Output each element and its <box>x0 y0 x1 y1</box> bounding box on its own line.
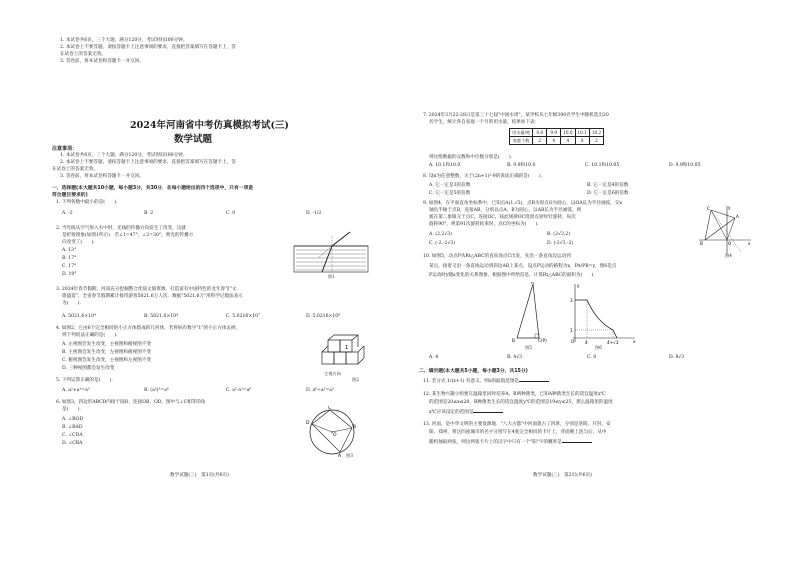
table-cell: 10.1 <box>575 129 589 137</box>
svg-text:1: 1 <box>570 328 573 333</box>
svg-text:C(P): C(P) <box>538 338 547 343</box>
q10-opt-c: C. 8 <box>587 355 597 360</box>
svg-text:O: O <box>728 241 732 246</box>
page-title: 2024年河南省中考仿真模拟考试(三) <box>130 120 289 131</box>
svg-text:O: O <box>333 433 337 438</box>
q10-line-3: P运动时y随x变化的关系图象，根据图中所给信息，计算Rt△ABC的面积为( ). <box>429 273 595 278</box>
q8-stem: 8. 设n为任意整数，关于(2n+1)²-9的说法正确的是( ). <box>423 174 543 179</box>
header-note-1: 1. 本试卷共6页，三个大题，满分120分，考试时间100分钟。 <box>60 38 188 43</box>
q10-opt-b: B. 4√3 <box>507 355 523 360</box>
notice-label: 注意事项： <box>52 146 78 152</box>
q1-opt-d: D. -1/2 <box>306 211 322 216</box>
q6-opt-d: D. ∠CBA <box>62 441 83 446</box>
figure-5-triangle <box>509 282 553 350</box>
q1-opt-a: A. -2 <box>62 211 73 216</box>
q4-line-2: 则下列说法正确的是( ). <box>62 333 118 338</box>
q2-opt-b: B. 17° <box>62 256 77 261</box>
q7-line-1: 7. 2024年3月22-28日是第三十七届"中国水周"，某学校从七年级300名学生中随机选出20 <box>423 113 609 118</box>
q4-opt-d: D. 三种视图都会发生改变 <box>62 366 115 371</box>
q10-opt-a: A. 4 <box>429 355 439 360</box>
q1-stem: 1. 下列各数中最小的是( ). <box>56 200 118 205</box>
table-cell: 10.0 <box>561 129 575 137</box>
q9-line-3: 弧在第二象限交于点C，连接OC，按此规律OC绕原点逆时针旋转，每次 <box>429 215 576 220</box>
q12-line-1: 12. 某生物兴趣小组要在温箱里同时培养A，B两种菌类，已知A种菌类生长的适宜温度x℃ <box>423 392 606 397</box>
table-cell: 用水量/吨 <box>510 129 533 137</box>
q13-line-1: 13. 河南，是中华文明的主要发源地．"八大古都"中河南就占了四席，分别是洛阳、开封、安 <box>423 422 611 427</box>
q7-line-2: 名学生，统计各自家庭一个月的用水量，结果如下表： <box>429 120 540 125</box>
figure-4-coordinate <box>697 204 753 256</box>
q11-stem <box>423 377 549 385</box>
notice-2: 2. 本试卷上不要答题，请按答题卡上注意事项的要求，直接把答案填写在答题卡上，答 <box>60 160 236 165</box>
svg-text:x: x <box>633 339 636 344</box>
svg-text:y: y <box>728 205 731 210</box>
section-1-heading: 一、选择题(本大题共10小题，每小题3分，共30分．在每小题给出的四个选项中，只有一项是 <box>52 186 254 191</box>
svg-text:B: B <box>512 338 515 343</box>
svg-text:A: A <box>736 214 739 219</box>
refraction-diagram <box>292 230 370 276</box>
notice-1: 1. 本试卷共6页，三个大题，满分120分，考试时间100分钟。 <box>60 153 188 158</box>
q9-opt-b: B. (2√3,2) <box>547 232 571 237</box>
notice-4: 3. 答卷前，将本试卷和答题卡一并交回。 <box>60 174 144 179</box>
figure-5-caption: 图5 <box>525 345 532 350</box>
q12-line-2: 的范围是20≤x≤28，B种菌类生长的适宜温度y℃的范围是19≤y≤25，那么温箱里的温度 <box>429 400 613 405</box>
q5-stem: 5. 下列运算正确的是( ). <box>56 378 113 383</box>
q10-opt-d: D. 8√3 <box>669 355 685 360</box>
q9-opt-c: C. (-2,-2√3) <box>429 241 456 246</box>
header-note-4: 3. 答卷前，将本试卷和答题卡一并交回。 <box>60 59 144 64</box>
table-cell: 家庭个数 <box>510 137 533 145</box>
q2-line-2: 是折射现象(如图1所示)．若∠1=47°，∠2=30°，则光的传播方 <box>62 233 194 238</box>
q1-opt-c: C. 0 <box>226 211 236 216</box>
figure-6-graph <box>565 282 637 350</box>
q3-line-2: 旅盛宴"，全省春节假期累计接待游客5021.6万人次．数据"5021.6万"用科学记数法表示 <box>62 294 243 299</box>
right-page <box>397 0 794 561</box>
q3-opt-d: D. 5.0216×10⁸ <box>306 314 341 319</box>
figure-1-refraction <box>292 230 370 279</box>
q2-opt-d: D. 19° <box>62 272 77 277</box>
svg-text:4+√3: 4+√3 <box>607 340 619 345</box>
table-cell: 9.8 <box>533 129 547 137</box>
table-row <box>510 129 604 137</box>
q12-text: x℃应该设定的范围是 <box>429 410 474 415</box>
q7-opt-d: D. 9.9和10.05 <box>669 163 701 168</box>
q6-opt-c: C. ∠CDA <box>62 433 83 438</box>
svg-text:y: y <box>577 283 580 288</box>
section-2-heading: 二、填空题(本大题共5小题，每小题3分，共15分) <box>419 369 528 374</box>
q7-opt-b: B. 9.9和10.0 <box>507 163 536 168</box>
header-note-2: 2. 本试卷上不要答题，请按答题卡上注意事项的要求，直接把答案填写在答题卡上，答 <box>60 45 236 50</box>
table-cell: 9.9 <box>547 129 561 137</box>
q5-opt-d: D. a⁶÷a²=a³ <box>306 388 334 393</box>
inscribed-quadrilateral-diagram <box>300 406 364 458</box>
coordinate-rotation-diagram <box>697 204 753 256</box>
q6-line-1: 6. 如图3，四边形ABCD内接于圆O，连接OB，OD，图中与∠C相等的角 <box>56 400 206 405</box>
figure-3-circle <box>300 406 364 458</box>
q12-line-3 <box>429 408 503 416</box>
q6-opt-a: A. ∠BOD <box>62 417 83 422</box>
q2-opt-a: A. 13° <box>62 248 77 253</box>
table-row <box>510 137 604 145</box>
q13-line-3 <box>429 438 592 446</box>
q6-opt-b: B. ∠BAD <box>62 425 83 430</box>
q4-opt-c: C. 俯视图会发生改变，主视图和左视图不变 <box>62 358 151 363</box>
svg-text:C: C <box>328 406 332 411</box>
table-cell: 2 <box>589 137 603 145</box>
table-cell: 10.2 <box>589 129 603 137</box>
q9-opt-a: A. (2,2√3) <box>429 232 452 237</box>
q11-answer-blank[interactable] <box>519 377 549 382</box>
figure-4-caption: 图4 <box>725 253 732 258</box>
q5-opt-a: A. a²+a³=a⁵ <box>62 388 90 393</box>
svg-text:4: 4 <box>585 340 588 345</box>
figure-2-direction-label: 主视方向 <box>324 371 341 376</box>
q9-line-4: 旋转90°，则第91次旋转结束时，点C的坐标为( ). <box>429 222 539 227</box>
q2-line-3: 向改变了( ). <box>62 240 95 245</box>
q4-opt-b: B. 主视图会发生改变，左视图和俯视图不变 <box>62 350 151 355</box>
q11-text: 11. 若分式 1/(x+1) 有意义，则x的取值范围是 <box>423 379 520 384</box>
cubes-diagram <box>318 334 366 372</box>
svg-text:B: B <box>353 425 357 430</box>
q5-opt-b: B. (a²)³=a⁶ <box>144 388 169 393</box>
svg-text:x: x <box>748 241 751 246</box>
svg-text:1: 1 <box>345 345 349 351</box>
q10-line-2: 某点，接着又沿一条直线运动到斜边AB上某点，设点P运动的路程为x，PA/PB=y，图6是点 <box>429 264 617 269</box>
q9-opt-d: D. (-2√3,-2) <box>547 241 574 246</box>
left-footer: 数学试题(三) 第1页(共6页) <box>170 473 229 478</box>
svg-text:3: 3 <box>570 298 573 303</box>
figure-2-cubes <box>318 334 366 382</box>
q3-line-3: 为( ). <box>62 301 81 306</box>
table-cell: 4 <box>561 137 575 145</box>
q8-opt-d: D. 它一定是6的倍数 <box>587 191 629 196</box>
figure-3-caption: 图3 <box>346 453 353 458</box>
table-cell: 4 <box>547 137 561 145</box>
figure-2-caption: 图2 <box>352 377 359 382</box>
q7-opt-c: C. 10.1和10.05 <box>585 163 620 168</box>
q8-opt-b: B. 它一定是4的倍数 <box>587 183 629 188</box>
q1-opt-b: B. 2 <box>144 211 154 216</box>
table-cell: 2 <box>533 137 547 145</box>
q8-opt-a: A. 它一定是3的倍数 <box>429 183 471 188</box>
q13-text: 随机抽取两张，则这两张卡片上的汉字中只有一个"阳"字的概率是 <box>429 440 562 445</box>
right-footer: 数学试题(三) 第2页(共6页) <box>533 473 592 478</box>
q10-line-1: 10. 如图5，动点P从Rt△ABC的直角顶点C出发，先沿一条直角边运动到 <box>423 254 571 259</box>
page-subtitle: 数学试题 <box>174 134 213 145</box>
y-x-relation-graph <box>565 282 637 346</box>
svg-text:A: A <box>338 454 342 458</box>
q4-opt-a: A. 左视图会发生改变，主视图和俯视图不变 <box>62 342 151 347</box>
header-note-3: 在试卷上的答案无效。 <box>60 52 106 57</box>
q2-opt-c: C. 17° <box>62 264 77 269</box>
q8-opt-c: C. 它一定是5的倍数 <box>429 191 471 196</box>
q3-opt-a: A. 5021.6×10⁴ <box>62 314 96 319</box>
svg-text:B: B <box>700 241 703 246</box>
q3-line-1: 3. 2024年春节假期，河南充分挖掘整合优质文旅资源，打造富有中国特色的龙年春节"文 <box>56 287 237 292</box>
right-triangle-diagram <box>509 282 553 344</box>
q7-opt-a: A. 10.1和10.0 <box>429 163 461 168</box>
section-1-heading-cont: 符合题目要求的) <box>52 193 88 198</box>
q7-tail: 则这组数据的众数和中位数分别是( ). <box>429 155 513 160</box>
q9-line-2: 轴负半轴于点B，连接AB，分别以点A，B为圆心，以AB长为半径画弧，两 <box>429 208 582 213</box>
q2-line-1: 2. 当光线从空气射入水中时，光线的传播方向发生了改变，这就 <box>56 226 186 231</box>
q6-line-2: 是( ). <box>62 407 81 412</box>
svg-text:D: D <box>306 421 310 426</box>
q12-answer-blank[interactable] <box>473 408 503 413</box>
q3-opt-c: C. 5.0216×10⁷ <box>226 314 260 319</box>
water-usage-table <box>509 128 604 145</box>
q3-opt-b: B. 5021.6×10⁴ <box>144 314 178 319</box>
svg-text:O: O <box>571 339 575 344</box>
svg-text:A: A <box>531 282 534 285</box>
q4-line-1: 4. 如图2，它由6个完全相同的小正方体搭成的几何体，若将标有数字"1"的小正方体去掉， <box>56 326 241 331</box>
figure-6-caption: 图6 <box>595 345 602 350</box>
q5-opt-c: C. a²·a³=a⁶ <box>226 388 252 393</box>
table-cell: 8 <box>575 137 589 145</box>
q13-answer-blank[interactable] <box>562 438 592 443</box>
notice-3: 在试卷上的答案无效。 <box>52 167 98 172</box>
svg-text:C: C <box>707 206 710 211</box>
q9-line-1: 9. 如图4，在平面直角坐标系中，已知点A(1,√3)，点B为原点O为圆心，以OA长为半径画弧，交x <box>423 201 622 206</box>
figure-1-caption: 图1 <box>328 274 335 279</box>
q13-line-2: 阳、郑州，将这四座城市的名字分别写在4张完全相同的卡片上，背面朝上洗匀后，从中 <box>429 430 607 435</box>
